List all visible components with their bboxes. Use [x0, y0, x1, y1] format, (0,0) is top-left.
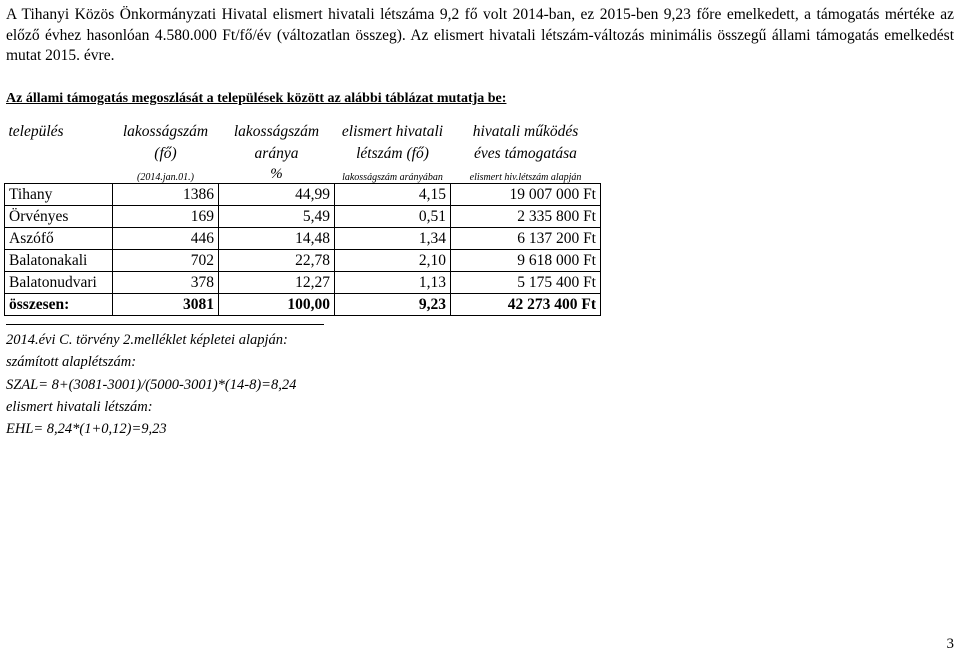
note-line: 2014.évi C. törvény 2.melléklet képletei alapján:: [6, 332, 288, 348]
cell-ratio: 14,48: [219, 228, 335, 250]
cell-ratio: 22,78: [219, 250, 335, 272]
cell-settlement: Tihany: [5, 184, 113, 206]
cell-settlement: Balatonakali: [5, 250, 113, 272]
cell-population: 1386: [113, 184, 219, 206]
intro-line: mutat 2015. évre.: [6, 47, 115, 64]
note-line: SZAL= 8+(3081-3001)/(5000-3001)*(14-8)=8,24: [6, 376, 297, 393]
column-header: lakosságszám (fő): [122, 123, 209, 162]
note-line: számított alaplétszám:: [6, 354, 137, 371]
intro-line: A Tihanyi Közös Önkormányzati Hivatal elismert hivatali létszáma 9,2 fő volt 2014-ban, ez 2015-ben 9,23 főre emelkedett, a támogatás mértéke az: [6, 6, 954, 23]
cell-support: 19 007 000 Ft: [451, 184, 601, 206]
cell-ratio: 12,27: [219, 272, 335, 294]
cell-support: 6 137 200 Ft: [451, 228, 601, 250]
cell-settlement: Aszófő: [5, 228, 113, 250]
intro-line: előző évhez hasonlóan 4.580.000 Ft/fő/év (változatlan összeg). Az elismert hivatali létszám-változás minimális összegű állami támogatás emelkedést: [6, 26, 954, 44]
table-row: [5, 272, 601, 294]
note-line: elismert hivatali létszám:: [6, 398, 153, 415]
notes-divider: [6, 324, 324, 325]
formula-notes: [6, 329, 296, 440]
column-subheader: (2014.jan.01.): [137, 172, 194, 183]
cell-support: 9 618 000 Ft: [451, 250, 601, 272]
table-row: [5, 228, 601, 250]
cell-ratio: 44,99: [219, 184, 335, 206]
column-subheader: %: [270, 165, 283, 182]
cell-settlement: Örvényes: [5, 206, 113, 228]
cell-staff: 4,15: [335, 184, 451, 206]
column-subheader: elismert hiv.létszám alapján: [469, 172, 582, 183]
cell-population: 702: [113, 250, 219, 272]
table-header-row: [5, 121, 601, 165]
column-header: hivatali működés éves támogatása: [472, 123, 579, 162]
cell-total-label: összesen:: [5, 294, 113, 316]
support-distribution-table: [4, 121, 601, 316]
page-number: 3: [946, 636, 954, 652]
cell-ratio: 5,49: [219, 206, 335, 228]
cell-staff: 1,13: [335, 272, 451, 294]
column-subheader: lakosságszám arányában: [342, 172, 443, 183]
cell-staff: 1,34: [335, 228, 451, 250]
table-row: [5, 206, 601, 228]
cell-total-staff: 9,23: [335, 294, 451, 316]
table-subheader-row: [5, 165, 601, 184]
cell-total-population: 3081: [113, 294, 219, 316]
intro-paragraph: [6, 5, 954, 67]
cell-staff: 2,10: [335, 250, 451, 272]
table-heading: Az állami támogatás megoszlását a települések között az alábbi táblázat mutatja be:: [6, 91, 507, 106]
column-subheader: [5, 165, 113, 184]
cell-support: 5 175 400 Ft: [451, 272, 601, 294]
table-row: [5, 250, 601, 272]
column-header: elismert hivatali létszám (fő): [341, 123, 444, 162]
cell-population: 169: [113, 206, 219, 228]
cell-settlement: Balatonudvari: [5, 272, 113, 294]
column-header: lakosságszám aránya: [233, 123, 320, 162]
note-line: EHL= 8,24*(1+0,12)=9,23: [6, 421, 167, 438]
cell-total-ratio: 100,00: [219, 294, 335, 316]
cell-staff: 0,51: [335, 206, 451, 228]
cell-population: 446: [113, 228, 219, 250]
table-total-row: [5, 294, 601, 316]
cell-total-support: 42 273 400 Ft: [451, 294, 601, 316]
table-row: [5, 184, 601, 206]
cell-support: 2 335 800 Ft: [451, 206, 601, 228]
cell-population: 378: [113, 272, 219, 294]
column-header: település: [8, 123, 64, 140]
